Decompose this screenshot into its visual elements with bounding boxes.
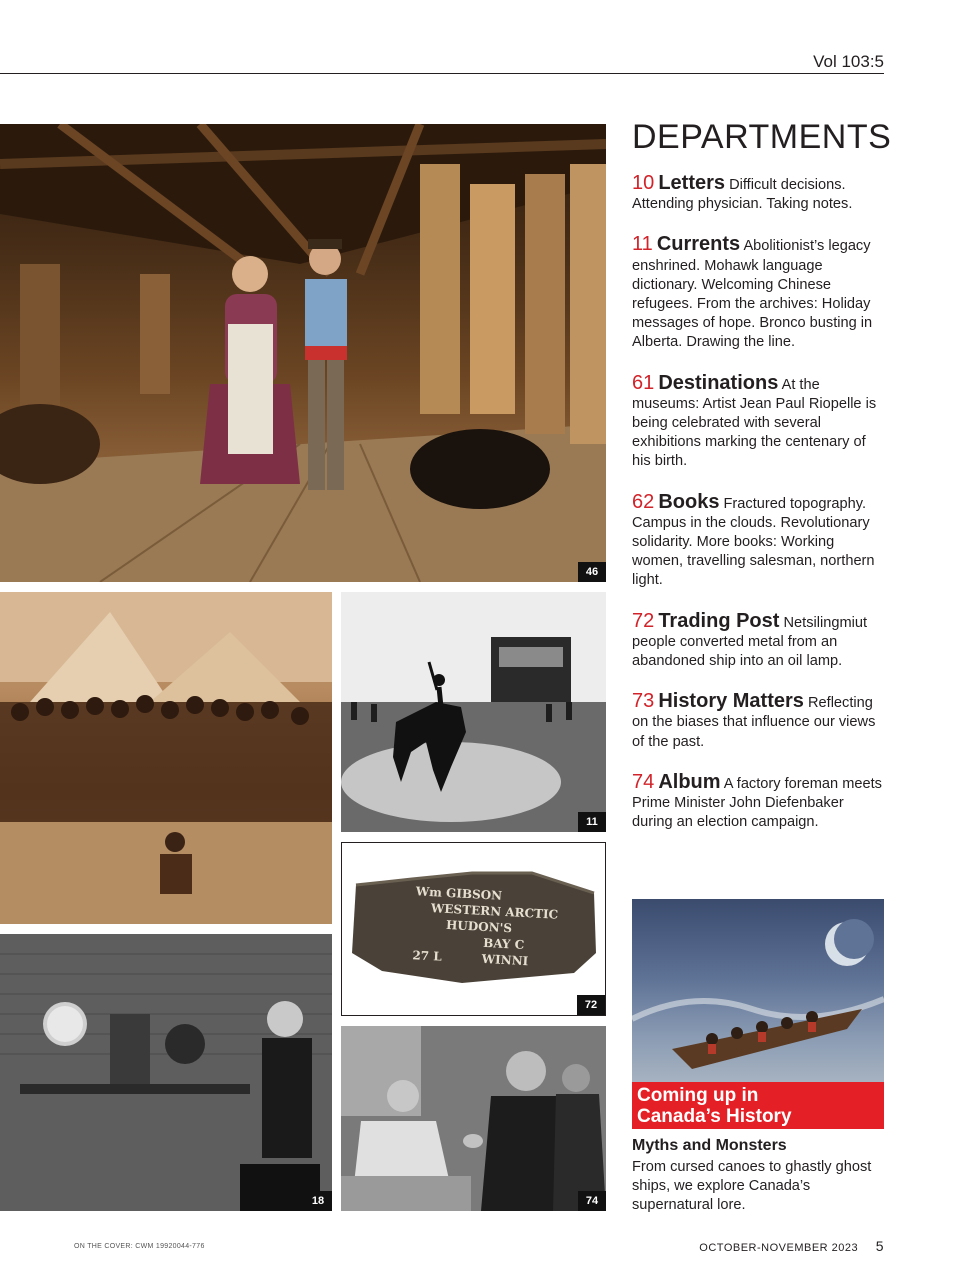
department-entry (632, 770, 888, 833)
entry-page-number: 10 (632, 172, 655, 194)
departments-list (632, 174, 888, 853)
photo-fur-loft (0, 124, 606, 582)
page-ref-badge: 74 (578, 1191, 606, 1211)
entry-name: Books (658, 490, 720, 513)
plate-inscription-line: Wm GIBSON (415, 884, 503, 903)
header-rule (0, 73, 884, 74)
plate-inscription-line: BAY C (482, 935, 525, 953)
page-ref-badge: 46 (578, 562, 606, 582)
department-entry (632, 174, 888, 214)
entry-description: Reflecting on the biases that influence our views of the past. (632, 695, 876, 750)
plate-inscription-line: WINNI (481, 951, 529, 969)
page-ref-badge: 11 (578, 812, 606, 832)
entry-name: Album (658, 770, 721, 793)
coming-up-title: Myths and Monsters (632, 1137, 787, 1154)
page-ref-badge: 72 (577, 995, 605, 1015)
entry-description: A factory foreman meets Prime Minister John Diefenbaker during an election campaign. (632, 775, 882, 831)
department-entry (632, 235, 888, 352)
department-entry (632, 609, 888, 672)
entry-page-number: 11 (632, 233, 653, 256)
entry-description: Fractured topography. Campus in the clouds. Revolutionary solidarity. More books: Working women, travelling salesman, northern light. (632, 495, 875, 589)
page-ref-badge: 18 (304, 1191, 332, 1211)
coming-up-banner (632, 1082, 884, 1129)
coming-up-description: From cursed canoes to ghastly ghost ships, we explore Canada’s supernatural lore. (632, 1159, 872, 1214)
coming-up-label: Coming up in (637, 1085, 759, 1106)
page-number: 5 (875, 1238, 884, 1254)
photo-handshake (341, 1026, 606, 1211)
entry-page-number: 72 (632, 609, 655, 632)
plate-inscription-line: WESTERN ARCTIC (430, 901, 559, 922)
entry-description: At the museums: Artist Jean Paul Riopelle is being celebrated with several exhibitions marking the centenary of his birth. (632, 376, 877, 470)
entry-name: Trading Post (658, 609, 780, 632)
entry-page-number: 74 (632, 770, 655, 793)
photo-bronco (341, 592, 606, 832)
entry-description: Difficult decisions. Attending physician. Taking notes. (632, 177, 853, 213)
entry-page-number: 61 (632, 371, 655, 394)
photo-engraved-plate (341, 842, 606, 1016)
section-title: DEPARTMENTS (632, 118, 892, 156)
volume-label: Vol 103:5 (813, 52, 884, 71)
department-entry (632, 371, 888, 472)
entry-name: Destinations (658, 371, 779, 394)
cover-credit: ON THE COVER: CWM 19920044-776 (74, 1243, 205, 1250)
entry-page-number: 73 (632, 690, 655, 713)
photo-sepia-group (0, 592, 332, 924)
coming-up-label: Canada’s History (637, 1106, 792, 1127)
entry-description: Abolitionist’s legacy enshrined. Mohawk language dictionary. Welcoming Chinese refugees. From the archives: Holiday messages of hope. Bronco busting in Alberta. Drawing the line. (632, 238, 873, 351)
footer-issue (699, 1238, 884, 1254)
entry-name: Letters (658, 172, 726, 194)
entry-name: Currents (656, 233, 741, 256)
entry-page-number: 62 (632, 490, 655, 513)
photo-laboratory (0, 934, 332, 1211)
entry-name: History Matters (658, 690, 804, 713)
entry-description: Netsilingmiut people converted metal from an abandoned ship into an oil lamp. (632, 614, 868, 670)
plate-inscription-line: HUDON'S (445, 917, 513, 936)
department-entry (632, 490, 888, 591)
issue-date: OCTOBER-NOVEMBER 2023 (699, 1242, 859, 1254)
plate-inscription-line: 27 L (412, 948, 443, 964)
department-entry (632, 692, 888, 752)
